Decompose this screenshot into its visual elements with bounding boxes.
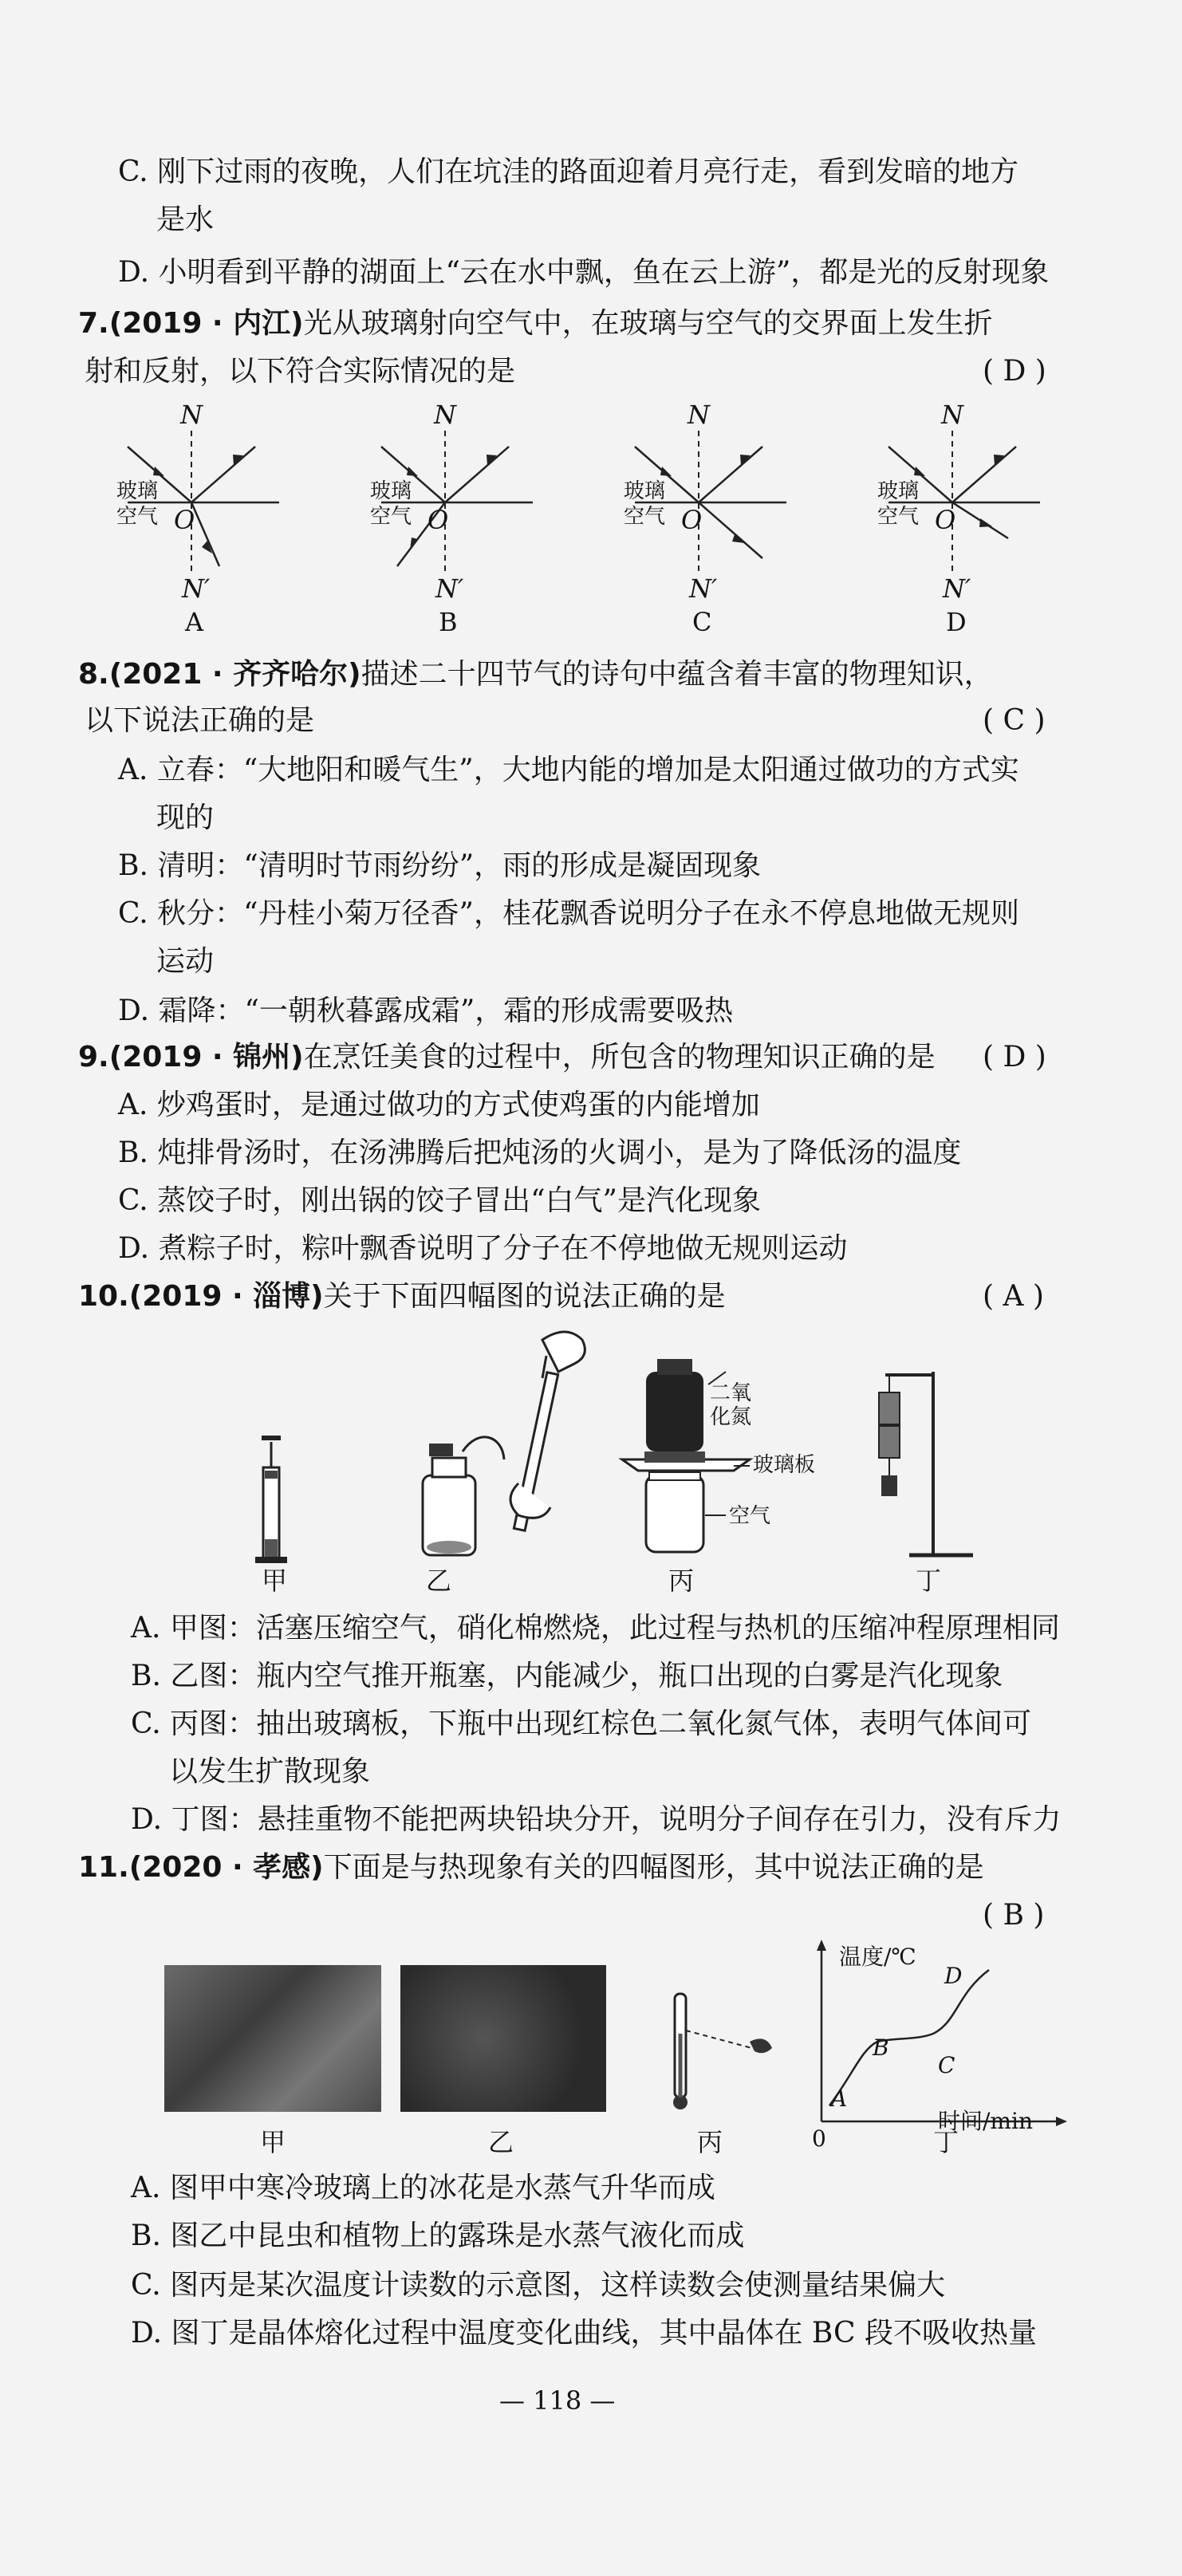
q6-option-d: D. 小明看到平静的湖面上“云在水中飘，鱼在云上游”，都是光的反射现象 <box>118 256 1050 289</box>
q11-source: (2020 · 孝感) <box>128 1851 324 1884</box>
q6-option-c-line1: C. 刚下过雨的夜晚，人们在坑洼的路面迎着月亮行走，看到发暗的地方 <box>118 156 1019 188</box>
q9-option-c: C. 蒸饺子时，刚出锅的饺子冒出“白气”是汽化现象 <box>118 1184 761 1217</box>
q11-graph-point-a: A <box>831 2086 848 2112</box>
q7-stem-line2: 射和反射，以下符合实际情况的是 <box>85 355 516 388</box>
q8-stem-text: 描述二十四节气的诗句中蕴含着丰富的物理知识， <box>361 658 993 691</box>
q10-figures <box>223 1324 1069 1563</box>
q7-a-label-n: N <box>180 400 203 430</box>
q7-c-label-o: O <box>681 505 703 535</box>
q9-source: (2019 · 锦州) <box>108 1041 304 1073</box>
q8-stem-line2: 以下说法正确的是 <box>85 704 315 737</box>
q7-b-label-glass: 玻璃 <box>370 479 412 503</box>
page-number: — 118 — <box>499 2385 616 2416</box>
q11-answer: ( B ) <box>983 1899 1045 1932</box>
q9-stem <box>78 1038 936 1077</box>
q7-d-label-air: 空气 <box>877 505 920 529</box>
q11-option-c: C. 图丙是某次温度计读数的示意图，这样读数会使测量结果偏大 <box>131 2269 946 2302</box>
q7-d-label-n-prime: N′ <box>943 573 971 604</box>
q7-d-label-o: O <box>935 505 956 535</box>
q10-answer: ( A ) <box>983 1280 1044 1313</box>
q10-option-b: B. 乙图：瓶内空气推开瓶塞，内能减少，瓶口出现的白雾是汽化现象 <box>131 1660 1003 1692</box>
q8-source: (2021 · 齐齐哈尔) <box>108 658 361 691</box>
q8-option-b: B. 清明：“清明时节雨纷纷”，雨的形成是凝固现象 <box>118 849 762 882</box>
q7-option-d-caption: D <box>946 607 967 637</box>
q7-c-label-air: 空气 <box>624 505 666 529</box>
q7-b-label-n-prime: N′ <box>435 573 464 604</box>
q11-graph-point-d: D <box>944 1963 963 1989</box>
q7-b-label-n: N <box>434 400 456 430</box>
q7-option-a-caption: A <box>185 607 204 637</box>
q10-number: 10. <box>78 1280 129 1313</box>
q8-option-c-line2: 运动 <box>156 945 215 978</box>
q7-b-label-air: 空气 <box>370 505 412 529</box>
q7-stem-text: 光从玻璃射向空气中，在玻璃与空气的交界面上发生折 <box>303 307 993 340</box>
q11-graph-xlabel: 时间/min <box>938 2108 1033 2134</box>
q7-d-label-n: N <box>941 400 963 430</box>
q10-caption-jia: 甲 <box>262 1566 288 1596</box>
q10-option-d: D. 丁图：悬挂重物不能把两块铅块分开，说明分子间存在引力，没有斥力 <box>131 1803 1062 1836</box>
q7-a-label-n-prime: N′ <box>182 573 211 604</box>
q8-option-c-line1: C. 秋分：“丹桂小菊万径香”，桂花飘香说明分子在永不停息地做无规则 <box>118 897 1019 930</box>
q11-stem <box>78 1849 984 1887</box>
q9-stem-text: 在烹饪美食的过程中，所包含的物理知识正确的是 <box>303 1041 936 1073</box>
q11-graph-point-c: C <box>938 2052 955 2078</box>
q10-stem <box>78 1278 726 1316</box>
q11-caption-yi: 乙 <box>488 2127 514 2157</box>
q11-caption-ding: 丁 <box>933 2127 959 2157</box>
q11-fig-bing-thermometer <box>662 1986 782 2113</box>
q7-option-b-caption: B <box>439 607 458 637</box>
q10-fig-yi-bottle-pump <box>423 1332 585 1555</box>
q10-option-c-line2: 以发生扩散现象 <box>169 1755 371 1788</box>
q8-answer: ( C ) <box>983 704 1046 737</box>
q11-graph-point-b: B <box>873 2034 889 2061</box>
q11-caption-jia: 甲 <box>260 2127 286 2157</box>
q8-option-d: D. 霜降：“一朝秋暮露成霜”，霜的形成需要吸热 <box>118 995 734 1027</box>
q11-photo-jia-ice-flowers <box>164 1965 381 2112</box>
q10-stem-text: 关于下面四幅图的说法正确的是 <box>323 1280 726 1313</box>
q11-caption-bing: 丙 <box>697 2127 723 2157</box>
q10-label-glass-plate: 玻璃板 <box>753 1453 816 1477</box>
q11-option-a: A. 图甲中寒冷玻璃上的冰花是水蒸气升华而成 <box>131 2172 715 2204</box>
q11-graph-ylabel: 温度/℃ <box>839 1944 916 1970</box>
q7-source: (2019 · 内江) <box>108 307 304 340</box>
q7-stem-line1 <box>78 305 993 343</box>
q10-fig-ding-lead-blocks <box>879 1372 973 1555</box>
q7-a-label-glass: 玻璃 <box>116 479 159 503</box>
q7-a-label-air: 空气 <box>116 505 159 529</box>
q10-caption-ding: 丁 <box>916 1566 942 1596</box>
q7-b-label-o: O <box>427 505 449 535</box>
q8-option-a-line1: A. 立春：“大地阳和暖气生”，大地内能的增加是太阳通过做功的方式实 <box>118 754 1019 786</box>
q7-c-label-n: N <box>688 400 710 430</box>
q11-option-b: B. 图乙中昆虫和植物上的露珠是水蒸气液化而成 <box>131 2220 745 2252</box>
q10-fig-jia-syringe <box>255 1436 287 1563</box>
q7-a-label-o: O <box>174 505 195 535</box>
q8-stem-line1 <box>78 656 993 694</box>
q9-answer: ( D ) <box>983 1041 1046 1073</box>
q10-label-no2-1: 二氧 <box>710 1381 752 1405</box>
q7-option-c-caption: C <box>692 607 712 637</box>
q10-source: (2019 · 淄博) <box>128 1280 324 1313</box>
q11-stem-text: 下面是与热现象有关的四幅图形，其中说法正确的是 <box>323 1851 984 1884</box>
q10-label-no2-2: 化氮 <box>710 1405 752 1429</box>
q7-c-label-n-prime: N′ <box>689 573 718 604</box>
q8-option-a-line2: 现的 <box>156 802 215 834</box>
q11-graph-origin: 0 <box>812 2125 826 2152</box>
q11-option-d: D. 图丁是晶体熔化过程中温度变化曲线，其中晶体在 BC 段不吸收热量 <box>131 2317 1038 2350</box>
q9-option-d: D. 煮粽子时，粽叶飘香说明了分子在不停地做无规则运动 <box>118 1232 848 1265</box>
q11-number: 11. <box>78 1851 129 1884</box>
q10-option-a: A. 甲图：活塞压缩空气，硝化棉燃烧，此过程与热机的压缩冲程原理相同 <box>131 1612 1060 1644</box>
q11-photo-yi-dew <box>400 1965 606 2112</box>
q7-c-label-glass: 玻璃 <box>624 479 666 503</box>
q9-option-a: A. 炒鸡蛋时，是通过做功的方式使鸡蛋的内能增加 <box>118 1089 760 1121</box>
q7-answer: ( D ) <box>983 355 1046 388</box>
q6-option-c-line2: 是水 <box>156 203 215 236</box>
q10-caption-bing: 丙 <box>668 1566 695 1596</box>
q10-caption-yi: 乙 <box>426 1566 452 1596</box>
q8-number: 8. <box>78 658 109 691</box>
q7-d-label-glass: 玻璃 <box>877 479 920 503</box>
q7-number: 7. <box>78 307 109 340</box>
q9-option-b: B. 炖排骨汤时，在汤沸腾后把炖汤的火调小，是为了降低汤的温度 <box>118 1136 962 1169</box>
q9-number: 9. <box>78 1041 109 1073</box>
q10-option-c-line1: C. 丙图：抽出玻璃板，下瓶中出现红棕色二氧化氮气体，表明气体间可 <box>131 1707 1032 1740</box>
q10-label-air: 空气 <box>729 1504 771 1528</box>
